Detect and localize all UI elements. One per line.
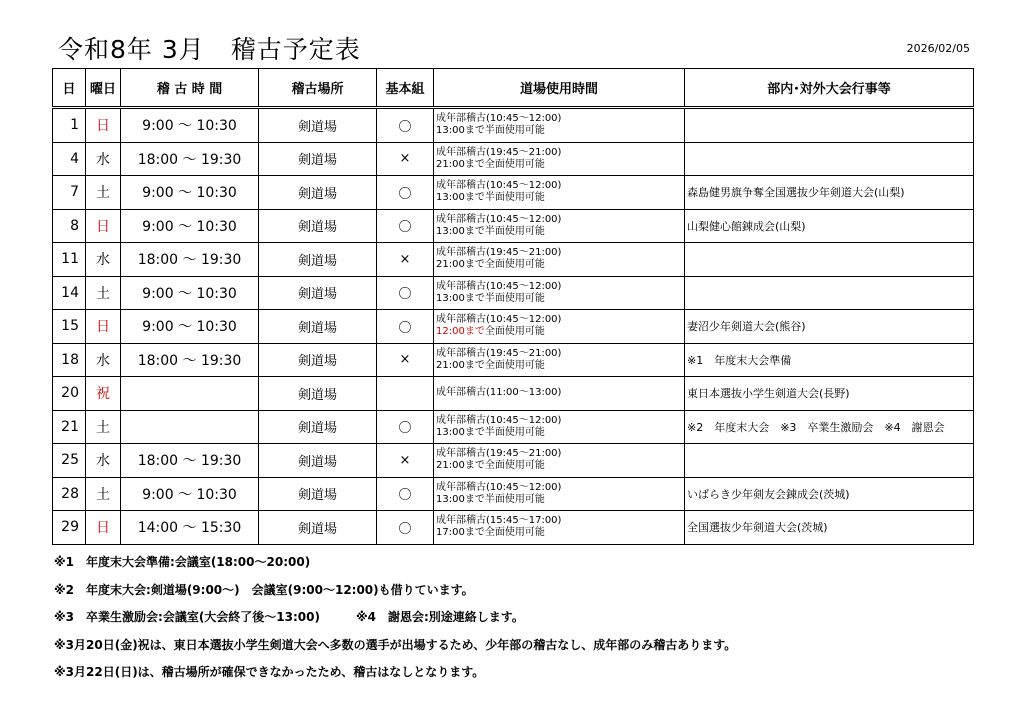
issue-date: 2026/02/05	[906, 42, 970, 55]
dojo-line-2	[436, 527, 684, 539]
dojo-time-cell	[434, 108, 685, 143]
event-cell	[685, 108, 974, 143]
dojo-line-1: 成年部稽古(10:45～12:00)	[436, 113, 562, 125]
dojo-line-1: 成年部稽古(11:00～13:00)	[436, 387, 562, 399]
header-day: 日	[53, 69, 86, 108]
day-cell: 14	[53, 276, 86, 310]
weekday-cell: 日	[86, 108, 121, 143]
day-cell: 4	[53, 142, 86, 176]
practice-time-cell: 9:00 ～ 10:30	[121, 209, 259, 243]
practice-time-cell: 18:00 ～ 19:30	[121, 142, 259, 176]
table-row	[53, 511, 974, 545]
kihon-cell: ×	[377, 243, 434, 277]
dojo-time-cell	[434, 444, 685, 478]
dojo-line-1: 成年部稽古(19:45～21:00)	[436, 247, 562, 259]
dojo-line-1: 成年部稽古(10:45～12:00)	[436, 280, 562, 292]
place-cell: 剣道場	[259, 410, 377, 444]
weekday-cell: 土	[86, 477, 121, 511]
event-cell: 森島健男旗争奪全国選抜少年剣道大会(山梨)	[685, 176, 974, 210]
dojo-line-2	[436, 427, 684, 439]
practice-time-cell: 9:00 ～ 10:30	[121, 176, 259, 210]
weekday-cell: 祝	[86, 377, 121, 411]
header-events: 部内･対外大会行事等	[685, 69, 974, 108]
practice-time-cell: 18:00 ～ 19:30	[121, 444, 259, 478]
kihon-cell: 〇	[377, 176, 434, 210]
day-cell: 11	[53, 243, 86, 277]
practice-time-cell	[121, 410, 259, 444]
table-row	[53, 276, 974, 310]
kihon-cell: 〇	[377, 108, 434, 143]
note-3: ※3 卒業生激励会:会議室(大会終了後～13:00) ※4 謝恩会:別途連絡します。	[54, 610, 524, 624]
dojo-line-2-text: 13:00まで半面使用可能	[436, 125, 545, 137]
place-cell: 剣道場	[259, 176, 377, 210]
header-dojo-time: 道場使用時間	[434, 69, 685, 108]
practice-time-cell: 9:00 ～ 10:30	[121, 276, 259, 310]
dojo-line-2	[436, 226, 684, 238]
place-cell: 剣道場	[259, 477, 377, 511]
note-5: ※3月22日(日)は、稽古場所が確保できなかったため、稽古はなしとなります。	[54, 665, 485, 679]
dojo-time-cell	[434, 410, 685, 444]
table-row	[53, 310, 974, 344]
dojo-line-1: 成年部稽古(15:45～17:00)	[436, 515, 562, 527]
dojo-line-2	[436, 125, 684, 137]
header-kihon: 基本組	[377, 69, 434, 108]
kihon-cell: 〇	[377, 410, 434, 444]
dojo-line-2	[436, 494, 684, 506]
weekday-cell: 土	[86, 410, 121, 444]
weekday-cell: 水	[86, 243, 121, 277]
dojo-line-1: 成年部稽古(10:45～12:00)	[436, 180, 562, 192]
dojo-line-1: 成年部稽古(10:45～12:00)	[436, 414, 562, 426]
dojo-line-2	[436, 293, 684, 305]
event-cell	[685, 142, 974, 176]
event-cell: ※1 年度末大会準備	[685, 343, 974, 377]
day-cell: 20	[53, 377, 86, 411]
place-cell: 剣道場	[259, 310, 377, 344]
dojo-time-cell	[434, 310, 685, 344]
weekday-cell: 水	[86, 142, 121, 176]
weekday-cell: 土	[86, 276, 121, 310]
table-row	[53, 142, 974, 176]
dojo-line-2-text: 21:00まで全面使用可能	[436, 259, 545, 271]
dojo-line-2-text: 21:00まで全面使用可能	[436, 460, 545, 472]
place-cell: 剣道場	[259, 343, 377, 377]
dojo-time-cell	[434, 511, 685, 545]
day-cell: 7	[53, 176, 86, 210]
dojo-line-2-text: 13:00まで半面使用可能	[436, 225, 545, 237]
dojo-line-1: 成年部稽古(19:45～21:00)	[436, 347, 562, 359]
schedule-table	[52, 68, 974, 545]
event-cell: 山梨健心館錬成会(山梨)	[685, 209, 974, 243]
weekday-cell: 日	[86, 209, 121, 243]
kihon-cell: 〇	[377, 511, 434, 545]
dojo-line-2-text: 全面使用可能	[484, 326, 545, 338]
kihon-cell: ×	[377, 142, 434, 176]
weekday-cell: 水	[86, 444, 121, 478]
dojo-line-1: 成年部稽古(19:45～21:00)	[436, 448, 562, 460]
dojo-line-2	[436, 192, 684, 204]
dojo-time-cell	[434, 276, 685, 310]
place-cell: 剣道場	[259, 243, 377, 277]
notes	[54, 553, 736, 691]
event-cell: ※2 年度末大会 ※3 卒業生激励会 ※4 謝恩会	[685, 410, 974, 444]
table-row	[53, 444, 974, 478]
day-cell: 1	[53, 108, 86, 143]
dojo-time-cell	[434, 209, 685, 243]
dojo-line-2	[436, 159, 684, 171]
place-cell: 剣道場	[259, 511, 377, 545]
practice-time-cell: 9:00 ～ 10:30	[121, 310, 259, 344]
dojo-line-2-text: 21:00まで全面使用可能	[436, 359, 545, 371]
dojo-time-cell	[434, 477, 685, 511]
event-cell: いばらき少年剣友会錬成会(茨城)	[685, 477, 974, 511]
page-title: 令和8年 3月 稽古予定表	[58, 35, 361, 64]
day-cell: 25	[53, 444, 86, 478]
table-row	[53, 108, 974, 143]
day-cell: 15	[53, 310, 86, 344]
table-row	[53, 477, 974, 511]
kihon-cell: ×	[377, 343, 434, 377]
kihon-cell	[377, 377, 434, 411]
place-cell: 剣道場	[259, 444, 377, 478]
dojo-line-2	[436, 360, 684, 372]
practice-time-cell: 9:00 ～ 10:30	[121, 108, 259, 143]
dojo-line-2-text: 13:00まで半面使用可能	[436, 493, 545, 505]
place-cell: 剣道場	[259, 108, 377, 143]
header-weekday: 曜日	[86, 69, 121, 108]
event-cell	[685, 444, 974, 478]
note-4: ※3月20日(金)祝は、東日本選抜小学生剣道大会へ多数の選手が出場するため、少年部の稽古なし、成年部のみ稽古あります。	[54, 637, 737, 652]
event-cell	[685, 243, 974, 277]
dojo-line-2-highlight: 12:00まで	[436, 326, 485, 338]
dojo-time-cell	[434, 377, 685, 411]
place-cell: 剣道場	[259, 142, 377, 176]
dojo-line-1: 成年部稽古(10:45～12:00)	[436, 213, 562, 225]
dojo-time-cell	[434, 243, 685, 277]
kihon-cell: 〇	[377, 276, 434, 310]
kihon-cell: 〇	[377, 477, 434, 511]
event-cell: 全国選抜少年剣道大会(茨城)	[685, 511, 974, 545]
dojo-line-2	[436, 259, 684, 271]
dojo-line-1: 成年部稽古(10:45～12:00)	[436, 314, 562, 326]
event-cell: 東日本選抜小学生剣道大会(長野)	[685, 377, 974, 411]
table-row	[53, 243, 974, 277]
table-row	[53, 410, 974, 444]
day-cell: 18	[53, 343, 86, 377]
practice-time-cell	[121, 377, 259, 411]
event-cell: 妻沼少年剣道大会(熊谷)	[685, 310, 974, 344]
place-cell: 剣道場	[259, 377, 377, 411]
dojo-time-cell	[434, 176, 685, 210]
place-cell: 剣道場	[259, 209, 377, 243]
day-cell: 29	[53, 511, 86, 545]
dojo-time-cell	[434, 343, 685, 377]
table-row	[53, 343, 974, 377]
kihon-cell: ×	[377, 444, 434, 478]
dojo-line-2-text: 13:00まで半面使用可能	[436, 292, 545, 304]
event-cell	[685, 276, 974, 310]
practice-time-cell: 18:00 ～ 19:30	[121, 243, 259, 277]
note-2: ※2 年度末大会:剣道場(9:00～) 会議室(9:00～12:00)も借りています。	[54, 582, 474, 597]
dojo-line-2-text: 13:00まで半面使用可能	[436, 192, 545, 204]
table-row	[53, 209, 974, 243]
weekday-cell: 日	[86, 310, 121, 344]
dojo-line-2-text: 21:00まで全面使用可能	[436, 158, 545, 170]
kihon-cell: 〇	[377, 209, 434, 243]
day-cell: 21	[53, 410, 86, 444]
dojo-line-2-text: 17:00まで全面使用可能	[436, 527, 545, 539]
table-header-row	[53, 69, 974, 108]
day-cell: 8	[53, 209, 86, 243]
dojo-line-2	[436, 460, 684, 472]
dojo-line-2-text: 13:00まで半面使用可能	[436, 426, 545, 438]
place-cell: 剣道場	[259, 276, 377, 310]
practice-time-cell: 9:00 ～ 10:30	[121, 477, 259, 511]
dojo-line-1: 成年部稽古(10:45～12:00)	[436, 481, 562, 493]
header-place: 稽古場所	[259, 69, 377, 108]
note-1: ※1 年度末大会準備:会議室(18:00～20:00)	[54, 555, 311, 569]
dojo-line-2	[436, 326, 684, 338]
weekday-cell: 日	[86, 511, 121, 545]
kihon-cell: 〇	[377, 310, 434, 344]
dojo-line-1: 成年部稽古(19:45～21:00)	[436, 146, 562, 158]
table-row	[53, 176, 974, 210]
weekday-cell: 土	[86, 176, 121, 210]
dojo-time-cell	[434, 142, 685, 176]
practice-time-cell: 18:00 ～ 19:30	[121, 343, 259, 377]
table-row	[53, 377, 974, 411]
weekday-cell: 水	[86, 343, 121, 377]
practice-time-cell: 14:00 ～ 15:30	[121, 511, 259, 545]
header-time: 稽 古 時 間	[121, 69, 259, 108]
day-cell: 28	[53, 477, 86, 511]
